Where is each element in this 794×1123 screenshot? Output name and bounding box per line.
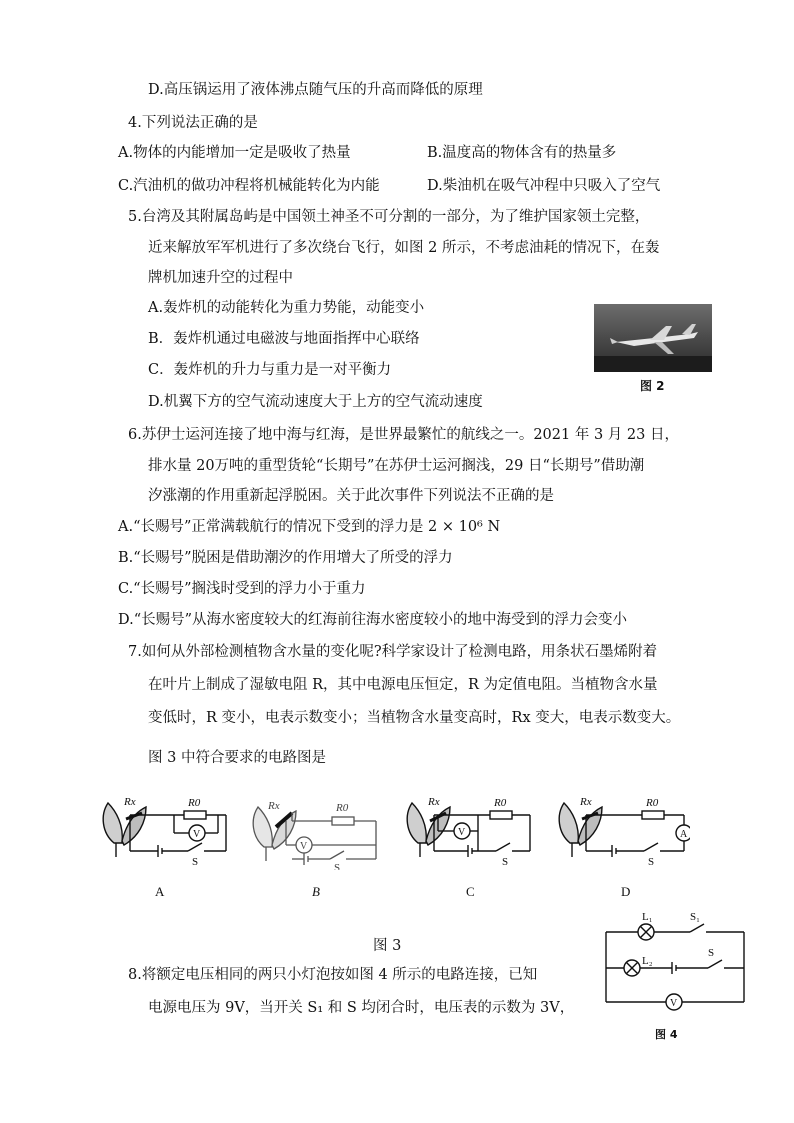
circuit-d-r0-label: R0 bbox=[646, 797, 659, 809]
circuit-d-ammeter-label: A bbox=[680, 829, 688, 840]
circuit-d-diagram bbox=[550, 793, 690, 868]
q4-option-b: B.温度高的物体含有的热量多 bbox=[427, 145, 617, 161]
circuit-d-rx-label: Rx bbox=[580, 796, 592, 808]
q4-option-d: D.柴油机在吸气冲程中只吸入了空气 bbox=[427, 178, 661, 194]
figure4-s1-label: S₁ bbox=[690, 911, 700, 923]
q6-option-d: D.“长赐号”从海水密度较大的红海前往海水密度较小的地中海受到的浮力会变小 bbox=[118, 612, 628, 628]
figure4-s-label: S bbox=[708, 947, 715, 959]
q3-option-d: D.高压锅运用了液体沸点随气压的升高而降低的原理 bbox=[148, 82, 483, 98]
q8-stem-line1: 8.将额定电压相同的两只小灯泡按如图 4 所示的电路连接，已知 bbox=[128, 967, 538, 983]
q5-stem-line3: 牌机加速升空的过程中 bbox=[148, 270, 293, 286]
q6-option-b: B.“长赐号”脱困是借助潮汐的作用增大了所受的浮力 bbox=[118, 550, 453, 566]
figure4-voltmeter-label: V bbox=[670, 998, 678, 1009]
q5-stem-line1: 5.台湾及其附属岛屿是中国领土神圣不可分割的一部分，为了维护国家领土完整， bbox=[128, 209, 650, 225]
figure2-bomber-photo bbox=[594, 304, 712, 372]
q6-stem-line3: 汐涨潮的作用重新起浮脱困。关于此次事件下列说法不正确的是 bbox=[148, 488, 554, 504]
circuit-a-r0-label: R0 bbox=[188, 797, 201, 809]
circuit-b-voltmeter-label: V bbox=[300, 841, 308, 852]
q6-option-a: A.“长赐号”正常满载航行的情况下受到的浮力是 2 × 10⁶ N bbox=[118, 519, 501, 535]
q4-option-c: C.汽油机的做功冲程将机械能转化为内能 bbox=[118, 178, 380, 194]
q7-stem-line2: 在叶片上制成了湿敏电阻 R，其中电源电压恒定，R 为定值电阻。当植物含水量 bbox=[148, 677, 658, 693]
circuit-d-option-label: D bbox=[621, 884, 631, 899]
q6-option-c: C.“长赐号”搁浅时受到的浮力小于重力 bbox=[118, 581, 366, 597]
circuit-a-diagram bbox=[94, 793, 234, 868]
figure3-caption: 图 3 bbox=[373, 938, 402, 954]
circuit-a-option-label: A bbox=[155, 884, 165, 899]
circuit-b-switch-label: S bbox=[334, 862, 341, 870]
q5-option-d: D.机翼下方的空气流动速度大于上方的空气流动速度 bbox=[148, 394, 483, 410]
figure4-l2-label: L₂ bbox=[642, 955, 653, 967]
circuit-b-diagram bbox=[246, 795, 386, 870]
q4-option-a: A.物体的内能增加一定是吸收了热量 bbox=[118, 145, 351, 161]
circuit-a-switch-label: S bbox=[192, 856, 199, 868]
circuit-a-rx-label: Rx bbox=[124, 796, 136, 808]
circuit-a-voltmeter-label: V bbox=[193, 829, 201, 840]
q5-option-a: A.轰炸机的动能转化为重力势能，动能变小 bbox=[148, 300, 425, 316]
circuit-b-option-label: B bbox=[312, 884, 320, 899]
q7-stem-line3: 变低时，R 变小，电表示数变小；当植物含水量变高时，Rx 变大，电表示数变大。 bbox=[148, 710, 681, 726]
circuit-b-r0-label: R0 bbox=[336, 802, 349, 814]
figure4-circuit-diagram bbox=[598, 906, 748, 1022]
q5-stem-line2: 近来解放军军机进行了多次绕台飞行，如图 2 所示，不考虑油耗的情况下，在轰 bbox=[148, 240, 660, 256]
circuit-d-switch-label: S bbox=[648, 856, 655, 868]
q5-option-c: C．轰炸机的升力与重力是一对平衡力 bbox=[148, 362, 392, 378]
circuit-c-option-label: C bbox=[466, 884, 475, 899]
q7-stem-line1: 7.如何从外部检测植物含水量的变化呢?科学家设计了检测电路，用条状石墨烯附着 bbox=[128, 644, 658, 660]
circuit-c-r0-label: R0 bbox=[494, 797, 507, 809]
circuit-c-switch-label: S bbox=[502, 856, 509, 868]
q7-stem-line4: 图 3 中符合要求的电路图是 bbox=[148, 750, 326, 766]
circuit-c-voltmeter-label: V bbox=[458, 827, 466, 838]
q8-stem-line2: 电源电压为 9V，当开关 S₁ 和 S 均闭合时，电压表的示数为 3V， bbox=[148, 1000, 575, 1016]
figure4-l1-label: L₁ bbox=[642, 911, 653, 923]
q5-option-b: B．轰炸机通过电磁波与地面指挥中心联络 bbox=[148, 331, 420, 347]
q6-stem-line1: 6.苏伊士运河连接了地中海与红海，是世界最繁忙的航线之一。2021 年 3 月 23 日， bbox=[128, 427, 679, 443]
q6-stem-line2: 排水量 20万吨的重型货轮“长期号”在苏伊士运河搁浅，29 日“长期号”借助潮 bbox=[148, 458, 645, 474]
q4-stem: 4.下列说法正确的是 bbox=[128, 115, 258, 131]
circuit-b-rx-label: Rx bbox=[268, 800, 280, 812]
figure2-caption: 图 2 bbox=[640, 379, 665, 393]
figure4-caption: 图 4 bbox=[655, 1028, 678, 1041]
circuit-c-rx-label: Rx bbox=[428, 796, 440, 808]
circuit-c-diagram bbox=[398, 793, 538, 868]
